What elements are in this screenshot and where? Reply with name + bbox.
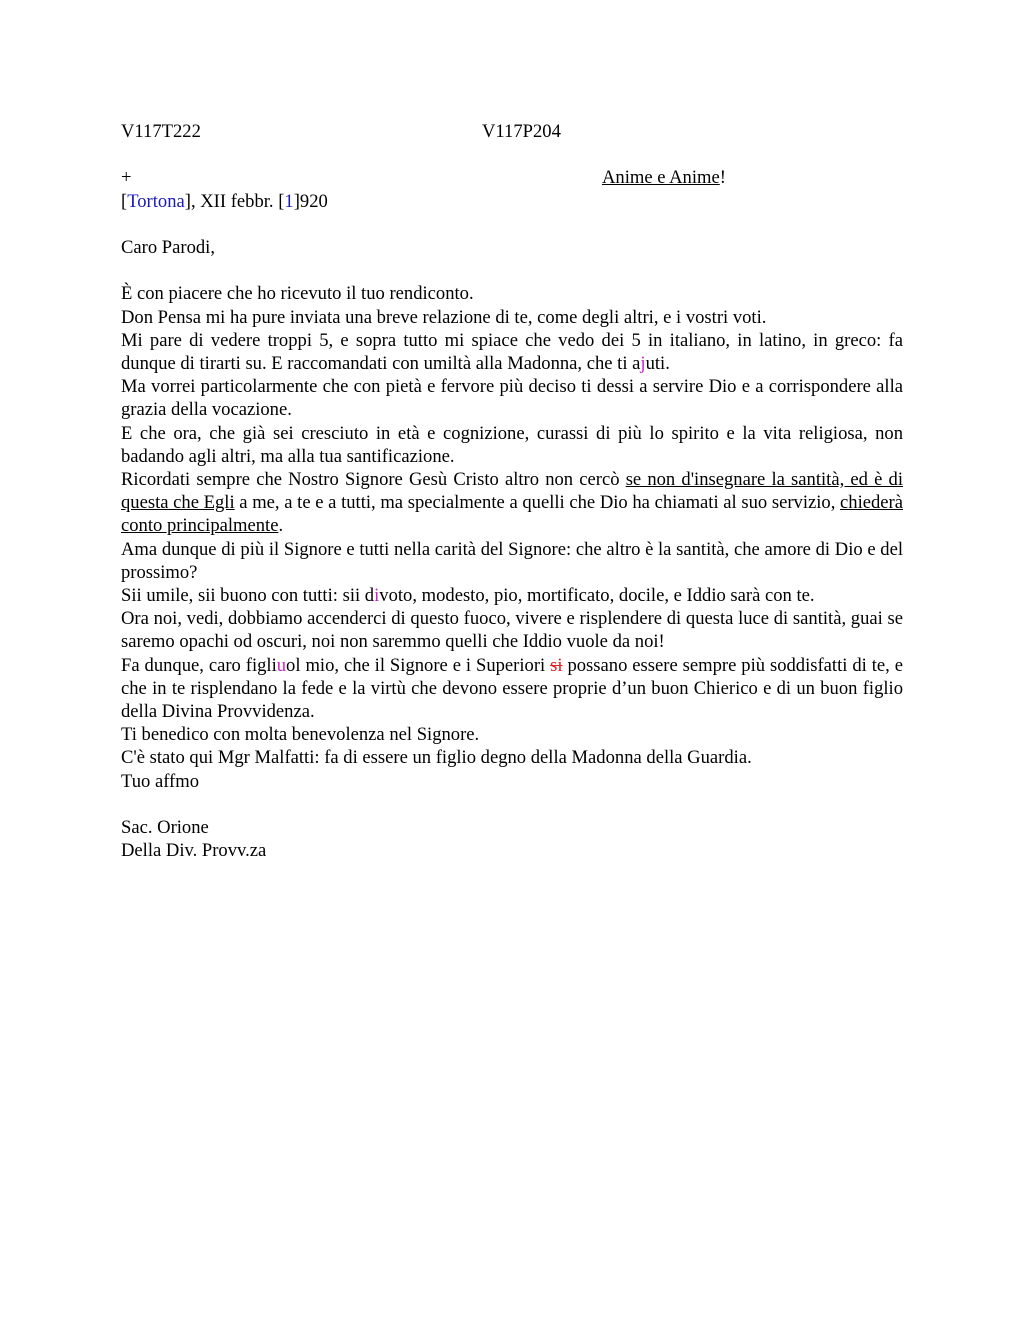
signature-title: Della Div. Provv.za (121, 840, 267, 862)
paragraph-6-tail: . (278, 515, 284, 537)
paragraph-6-middle: a me, a te e a tutti, ma specialmente a quelli che Dio ha chiamati al suo servizio, (234, 492, 841, 514)
spacer (121, 259, 903, 282)
underlined-phrase-1: se non d'insegnare la santità, ed è di questa che Egli (121, 468, 903, 514)
paragraph-5: E che ora, che già sei cresciuto in età e cognizione, curassi di più lo spirito e la vita religiosa, non badando agli altri, ma alla tua santificazione. (121, 422, 903, 467)
paragraph-3-tail: uti. (645, 352, 670, 374)
spacer (121, 213, 903, 236)
letter-document (121, 120, 903, 862)
underlined-phrase-2: chiederà conto principalmente (121, 492, 903, 537)
paragraph-8-tail: voto, modesto, pio, mortificato, docile, e Iddio sarà con te. (379, 584, 815, 606)
paragraph-6-text: Ricordati sempre che Nostro Signore Gesù Cristo altro non cercò (121, 468, 626, 490)
dateline-place: Tortona (127, 190, 185, 212)
greeting: Caro Parodi, (121, 236, 215, 258)
spacer (121, 143, 903, 166)
paragraph-8-text: Sii umile, sii buono con tutti: sii d (121, 584, 375, 606)
paragraph-3 (121, 329, 903, 375)
spacer (121, 793, 903, 816)
dateline-date: ], XII febbr. [ (184, 190, 285, 212)
motto-underlined: Anime e Anime (602, 167, 720, 189)
volume-code-mid: V117P204 (482, 121, 561, 142)
paragraph-12: C'è stato qui Mgr Malfatti: fa di essere un figlio degno della Madonna della Guardia. (121, 747, 752, 769)
paragraph-8 (121, 584, 903, 607)
paragraph-1: È con piacere che ho ricevuto il tuo rendiconto. (121, 283, 474, 305)
motto (602, 166, 726, 189)
paragraph-3-text: Mi pare di vedere troppi 5, e sopra tutto mi spiace che vedo dei 5 in italiano, in latino, in greco: fa dunque di tirarti su. E raccomandati con umiltà alla Madonna, che ti a (121, 329, 903, 374)
paragraph-11: Ti benedico con molta benevolenza nel Signore. (121, 724, 480, 746)
cross-mark: + (121, 167, 132, 189)
paragraph-10-tail: possano essere sempre più soddisfatti di te, e che in te risplendano la fede e la virtù che devono essere proprie d’un buon Chierico e di un buon figlio della Divina Provvidenza. (121, 654, 904, 722)
signature-name: Sac. Orione (121, 817, 209, 838)
dateline-year-end: ]920 (293, 190, 328, 212)
correction-mark: j (640, 352, 646, 374)
paragraph-6 (121, 468, 903, 538)
paragraph-10-text: Fa dunque, caro figli (121, 654, 277, 676)
closing: Tuo affmo (121, 770, 200, 792)
dateline-bracket-open: [ (121, 190, 128, 212)
paragraph-10-middle: ol mio, che il Signore e i Superiori (286, 654, 551, 676)
dateline (121, 190, 903, 213)
paragraph-4: Ma vorrei particolarmente che con pietà e fervore più deciso ti dessi a servire Dio e a corrispondere alla grazia della vocazione. (121, 376, 903, 421)
correction-mark: i (374, 584, 380, 606)
motto-tail: ! (719, 167, 726, 189)
document-header (121, 120, 903, 143)
dateline-year-digit: 1 (284, 190, 294, 212)
cross-motto-row (121, 166, 903, 189)
paragraph-10 (121, 654, 903, 724)
paragraph-2: Don Pensa mi ha pure inviata una breve relazione di te, come degli altri, e i vostri voti. (121, 306, 767, 328)
volume-code-left: V117T222 (121, 121, 201, 142)
deleted-word: si (550, 654, 563, 676)
paragraph-7: Ama dunque di più il Signore e tutti nella carità del Signore: che altro è la santità, che amore di Dio e del prossimo? (121, 538, 903, 583)
correction-mark: u (276, 654, 287, 676)
paragraph-9: Ora noi, vedi, dobbiamo accenderci di questo fuoco, vivere e risplendere di questa luce di santità, guai se saremo opachi od oscuri, noi non saremmo quelli che Iddio vuole da noi! (121, 608, 903, 653)
